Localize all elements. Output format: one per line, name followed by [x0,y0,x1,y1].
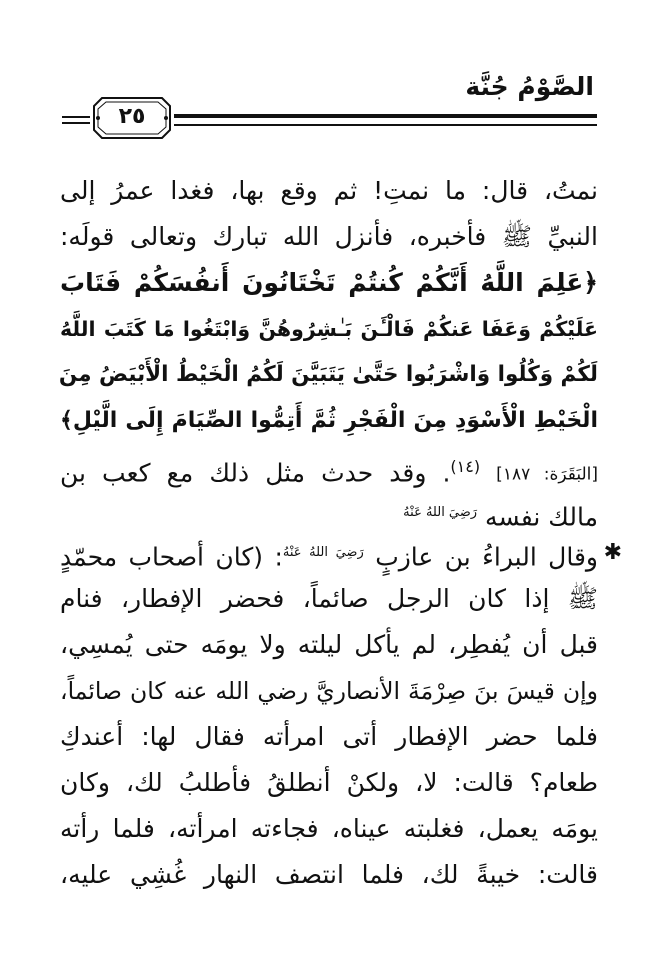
paragraph-1 [60,168,598,536]
quran-verse-line: عَلَيْكُمْ وَعَفَا عَنكُمْ فَالْـَٔنَ بَـٰشِرُوهُنَّ وَابْتَغُوا مَا كَتَبَ اللَّهُ [60,317,598,341]
quran-verse-line: الْخَيْطِ الْأَسْوَدِ مِنَ الْفَجْرِ ثُمَّ أَتِمُّوا الصِّيَامَ إِلَى الَّيْلِ﴾ [60,408,598,433]
honorific-glyph: رَضِيَ اللهُ عَنْهُ [282,545,364,560]
quran-verse-line: لَكُمْ وَكُلُوا وَاشْرَبُوا حَتَّىٰ يَتَبَيَّنَ لَكُمُ الْخَيْطُ الْأَبْيَضُ مِنَ [58,362,598,387]
text-line [60,530,598,576]
quran-verse-line: ﴿عَلِمَ اللَّهُ أَنَّكُمْ كُنتُمْ تَخْتَانُونَ أَنفُسَكُمْ فَتَابَ [60,268,598,297]
footnote-marker: (١٤) [450,457,481,476]
text-line: نمتُ، قال: ما نمتِ! ثم وقع بها، فغدا عمرُ إلى [60,176,598,205]
text-line: يومَه يعمل، فغلبته عيناه، فجاءته امرأته، فلما رأته [60,814,598,843]
running-title: الصَّوْمُ جُنَّة [465,72,594,101]
text-line: النبيِّ ﷺ فأخبره، فأنزل الله تبارك وتعالى قولَه: [60,222,598,251]
text-span: . وقد حدث مثل ذلك مع كعب بن [60,458,451,488]
honorific-glyph: رَضِيَ اللهُ عَنْهُ [403,505,478,520]
text-line: وإن قيسَ بنَ صِرْمَةَ الأنصاريَّ رضي الله عنه كان صائماً، [60,677,598,705]
header-rule-right [174,114,597,126]
text-line: فلما حضر الإفطار أتى امرأته فقال لها: أعندكِ [60,722,598,751]
text-line: قبل أن يُفطِر، لم يأكل ليلته ولا يومَه حتى يُمسِي، [60,630,598,659]
text-span: مالك نفسه [485,502,598,532]
verse-reference: [البَقَرَة: ١٨٧] [496,464,599,485]
paragraph-2 [60,530,598,898]
page-number-badge [92,96,172,140]
text-span: وقال البراءُ بن عازبٍ [375,542,598,572]
text-line: قالت: خيبةً لك، فلما انتصف النهار غُشِي عليه، [60,860,598,889]
text-line [60,444,598,490]
text-line: ﷺ إذا كان الرجل صائماً، فحضر الإفطار، فنام [60,584,598,613]
header-rule-left [62,116,90,124]
page-number: ٢٥ [118,104,146,129]
text-span: : (كان أصحاب محمّدٍ [60,542,283,572]
text-line: طعام؟ قالت: لا، ولكنْ أنطلقُ فأطلبُ لك، وكان [60,768,598,797]
bullet-star-icon: ✱ [603,540,622,565]
